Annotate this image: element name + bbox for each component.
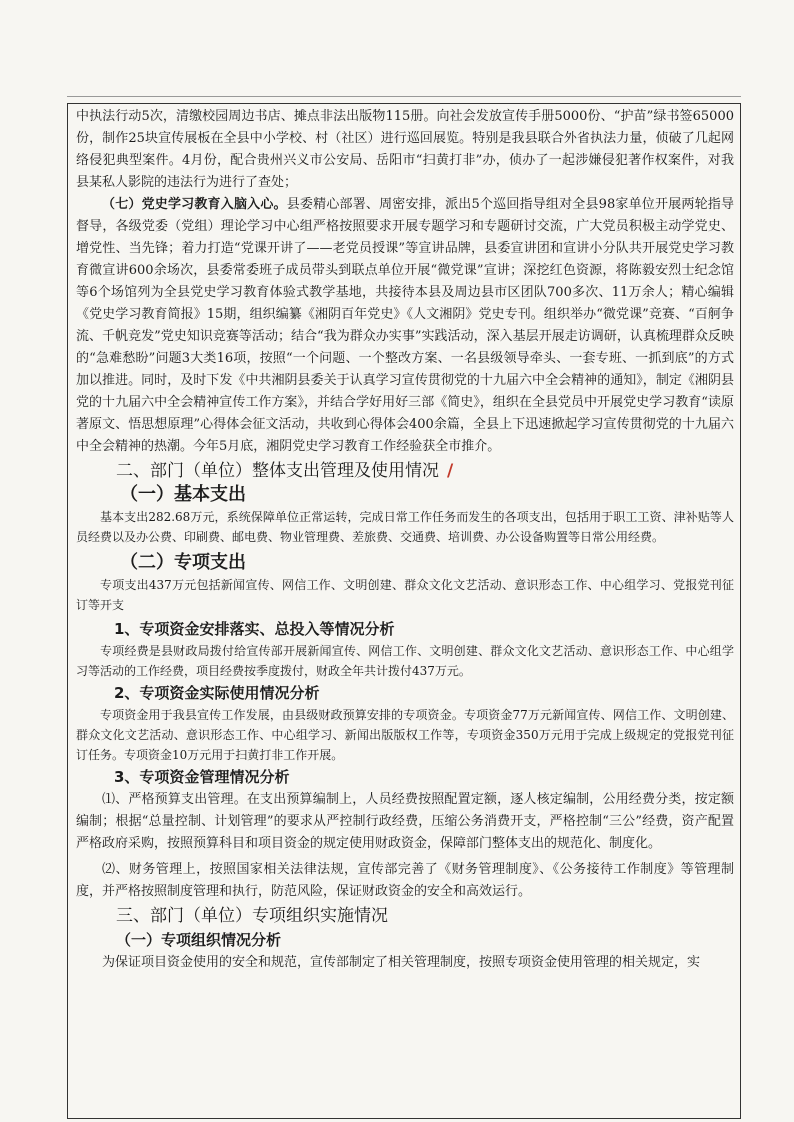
enforcement-paragraph: 中执法行动5次，清缴校园周边书店、摊点非法出版物115册。向社会发放宣传手册5000份、“护苗”绿书签65000份，制作25块宣传展板在全县中小学校、村（社区）进行巡回展览。特别是我县联合外省执法力量，侦破了几起网络侵犯典型案件。4月份，配合贵州兴义市公安局、岳阳市“扫黄打非”办，侦办了一起涉嫌侵犯著作权案件，对我县某私人影院的违法行为进行了查处； (76, 109, 734, 190)
section2-title: 二、部门（单位）整体支出管理及使用情况 (116, 461, 439, 481)
party-history-body: 县委精心部署、周密安排，派出5个巡回指导组对全县98家单位开展两轮指导督导，各级党委（党组）理论学习中心组严格按照要求开展专题学习和专题研讨交流，广大党员积极主动学党史、增党性、当先锋；着力打造“党课开讲了——老党员授课”等宣讲品牌，县委宣讲团和宣讲小分队共开展党史学习教育微宣讲600余场次，县委常委班子成员带头到联点单位开展“微党课”宣讲；深挖红色资源，将陈毅安烈士纪念馆等6个场馆列为全县党史学习教育体验式教学基地，共接待本县及周边县市区团队700多次、11万余人；精心编辑《党史学习教育简报》15期，组织编纂《湘阴百年党史》《人文湘阴》党史专刊。组织举办“微党课”竞赛、“百舸争流、千帆竞发”党史知识竞赛等活动；结合“我为群众办实事”实践活动，深入基层开展走访调研，认真梳理群众反映的“急难愁盼”问题3大类16项，按照“一个问题、一个整改方案、一名县级领导牵头、一套专班、一抓到底”的方式加以推进。同时，及时下发《中共湘阴县委关于认真学习宣传贯彻党的十九届六中全会精神的通知》，制定《湘阴县党的十九届六中全会精神宣传工作方案》，并结合学好用好三部《简史》，组织在全县党员中开展党史学习教育“读原著原文、悟思想原理”心得体会征文活动，共收到心得体会400余篇，全县上下迅速掀起学习宣传贯彻党的十九届六中全会精神的热潮。今年5月底，湘阴党史学习教育工作经验获全市推介。 (76, 197, 734, 454)
subsection1-heading: 1、专项资金安排落实、总投入等情况分析 (114, 620, 395, 638)
organization-heading: （一）专项组织情况分析 (116, 931, 282, 949)
special-expenditure-paragraph: 专项支出437万元包括新闻宣传、网信工作、文明创建、群众文化文艺活动、意识形态工作、中心组学习、党报党刊征订等开支 (76, 578, 734, 612)
party-history-paragraph (76, 194, 734, 458)
subsection3-heading: 3、专项资金管理情况分析 (114, 768, 290, 786)
section2-heading (76, 459, 734, 483)
organization-paragraph: 为保证项目资金使用的安全和规范，宣传部制定了相关管理制度，按照专项资金使用管理的相关规定，实 (102, 955, 701, 970)
special-expenditure-heading: （二）专项支出 (120, 552, 246, 573)
subsection3-paragraph-b: ⑵、财务管理上，按照国家相关法律法规，宣传部完善了《财务管理制度》、《公务接待工作制度》等管理制度，并严格按照制度管理和执行，防范风险，保证财政资金的安全和高效运行。 (76, 862, 734, 899)
red-check-mark: / (447, 461, 454, 481)
subsection2-heading: 2、专项资金实际使用情况分析 (114, 684, 320, 702)
party-history-lead: （七）党史学习教育入脑入心。 (102, 197, 287, 212)
section3-heading: 三、部门（单位）专项组织实施情况 (116, 906, 388, 926)
subsection1-paragraph: 专项经费是县财政局拨付给宣传部开展新闻宣传、网信工作、文明创建、群众文化文艺活动、意识形态工作、中心组学习等活动的工作经费，项目经费按季度拨付，财政全年共计拨付437万元。 (76, 644, 734, 678)
subsection2-paragraph: 专项资金用于我县宣传工作发展，由县级财政预算安排的专项资金。专项资金77万元新闻宣传、网信工作、文明创建、群众文化文艺活动、意识形态工作、中心组学习、新闻出版版权工作等，专项资金350万元用于完成上级规定的党报党刊征订任务。专项资金10万元用于扫黄打非工作开展。 (76, 708, 734, 762)
header-rule (67, 84, 741, 97)
basic-expenditure-paragraph: 基本支出282.68万元，系统保障单位正常运转，完成日常工作任务而发生的各项支出，包括用于职工工资、津补贴等人员经费以及办公费、印刷费、邮电费、物业管理费、差旅费、交通费、培训费、办公设备购置等日常公用经费。 (76, 510, 734, 544)
basic-expenditure-heading: （一）基本支出 (120, 484, 246, 505)
subsection3-paragraph-a: ⑴、严格预算支出管理。在支出预算编制上，人员经费按照配置定额，逐人核定编制，公用经费分类，按定额编制；根据“总量控制、计划管理”的要求从严控制行政经费，压缩公务消费开支，严格控制“三公”经费，资产配置严格政府采购，按照预算科目和项目资金的规定使用财政资金，保障部门整体支出的规范化、制度化。 (76, 792, 734, 851)
document-body (76, 106, 734, 974)
